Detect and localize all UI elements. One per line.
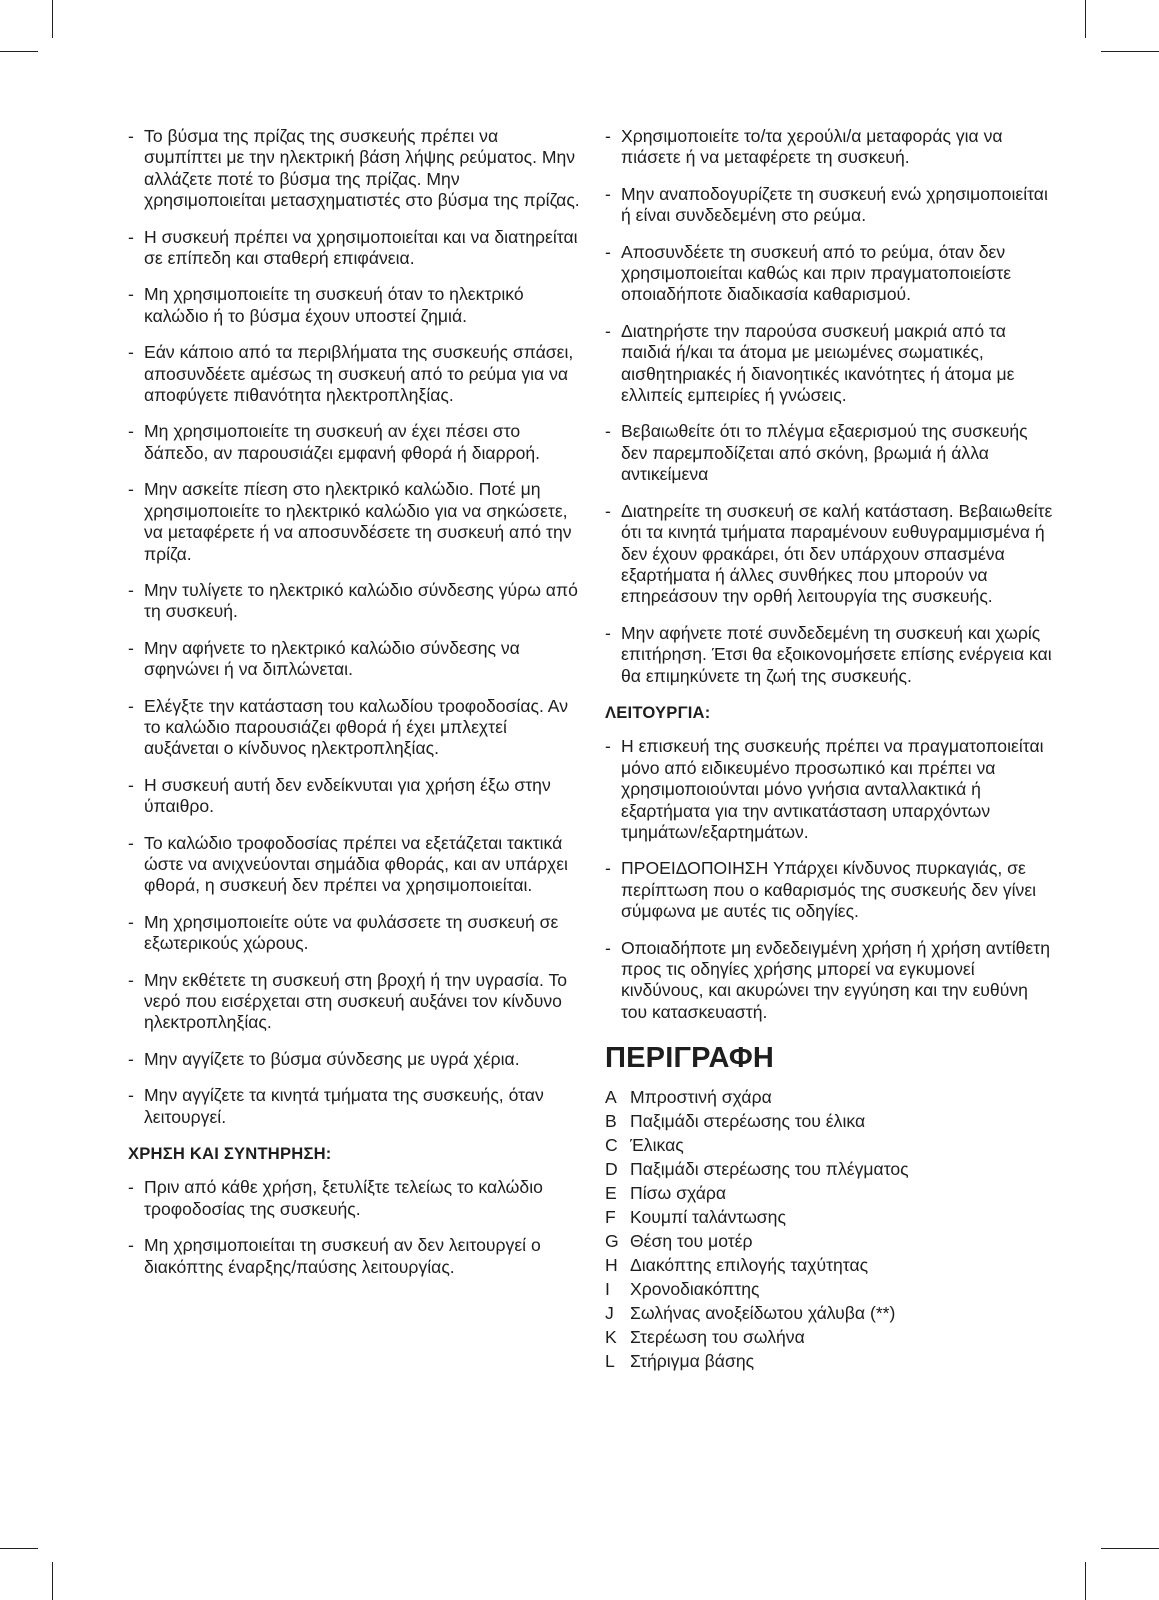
part-item <box>605 1277 1055 1301</box>
part-name: Πίσω σχάρα <box>630 1183 727 1204</box>
bullet-item: - Μην αναποδογυρίζετε τη συσκευή ενώ χρησιμοποιείται ή είναι συνδεδεμένη στο ρεύμα. <box>605 184 1055 227</box>
crop-mark <box>0 1548 38 1549</box>
bullet-item: - Το βύσμα της πρίζας της συσκευής πρέπει να συμπίπτει με την ηλεκτρική βάση λήψης ρεύματος. Μην αλλάζετε ποτέ το βύσμα της πρίζας. Μην χρησιμοποιείται μετασχηματιστές στο βύσμα της πρίζας. <box>128 126 580 212</box>
part-item <box>605 1109 1055 1133</box>
part-item <box>605 1205 1055 1229</box>
part-name: Στερέωση του σωλήνα <box>630 1327 805 1348</box>
crop-mark <box>1085 0 1086 38</box>
part-name: Σωλήνας ανοξείδωτου χάλυβα (**) <box>630 1303 896 1324</box>
crop-mark <box>52 0 53 38</box>
part-letter: L <box>605 1351 615 1372</box>
part-letter: H <box>605 1255 618 1276</box>
safety-bullet-list-continued <box>605 126 1055 687</box>
bullet-item: - Η συσκευή αυτή δεν ενδείκνυται για χρήση έξω στην ύπαιθρο. <box>128 775 580 818</box>
crop-mark <box>1101 1548 1159 1549</box>
bullet-item: - Μην αγγίζετε τα κινητά τμήματα της συσκευής, όταν λειτουργεί. <box>128 1085 580 1128</box>
bullet-item: - Μην τυλίγετε το ηλεκτρικό καλώδιο σύνδεσης γύρω από τη συσκευή. <box>128 580 580 623</box>
part-letter: K <box>605 1327 617 1348</box>
part-letter: F <box>605 1207 616 1228</box>
bullet-item: - Μη χρησιμοποιείτε ούτε να φυλάσσετε τη συσκευή σε εξωτερικούς χώρους. <box>128 912 580 955</box>
bullet-item: - Η επισκευή της συσκευής πρέπει να πραγματοποιείται μόνο από ειδικευμένο προσωπικό και πρέπει να χρησιμοποιούνται μόνο γνήσια ανταλλακτικά ή εξαρτήματα για την αντικατάσταση υπαρχόντων τμημάτων/εξαρτημάτων. <box>605 736 1055 843</box>
part-name: Κουμπί ταλάντωσης <box>630 1207 786 1228</box>
crop-mark <box>1101 51 1159 52</box>
bullet-item: - Η συσκευή πρέπει να χρησιμοποιείται και να διατηρείται σε επίπεδη και σταθερή επιφάνεια. <box>128 227 580 270</box>
bullet-item: - Μη χρησιμοποιείται τη συσκευή αν δεν λειτουργεί ο διακόπτης έναρξης/παύσης λειτουργίας. <box>128 1235 580 1278</box>
bullet-item: - Χρησιμοποιείτε το/τα χερούλι/α μεταφοράς για να πιάσετε ή να μεταφέρετε τη συσκευή. <box>605 126 1055 169</box>
bullet-item: - Διατηρείτε τη συσκευή σε καλή κατάσταση. Βεβαιωθείτε ότι τα κινητά τμήματα παραμένουν ευθυγραμμισμένα ή δεν έχουν φρακάρει, ότι δεν υπάρχουν σπασμένα εξαρτήματα ή άλλες συνθήκες που μπορούν να επηρεάσουν την ορθή λειτουργία της συσκευής. <box>605 501 1055 608</box>
bullet-item: - Βεβαιωθείτε ότι το πλέγμα εξαερισμού της συσκευής δεν παρεμποδίζεται από σκόνη, βρωμιά ή άλλα αντικείμενα <box>605 421 1055 485</box>
usage-bullet-list <box>128 1177 580 1278</box>
part-letter: J <box>605 1303 614 1324</box>
bullet-item: - Μη χρησιμοποιείτε τη συσκευή όταν το ηλεκτρικό καλώδιο ή το βύσμα έχουν υποστεί ζημιά. <box>128 284 580 327</box>
part-letter: E <box>605 1183 617 1204</box>
part-letter: G <box>605 1231 619 1252</box>
part-item <box>605 1085 1055 1109</box>
bullet-item: - Μην ασκείτε πίεση στο ηλεκτρικό καλώδιο. Ποτέ μη χρησιμοποιείτε το ηλεκτρικό καλώδιο για να σηκώσετε, να μεταφέρετε ή να αποσυνδέσετε τη συσκευή από την πρίζα. <box>128 479 580 565</box>
part-name: Θέση του μοτέρ <box>630 1231 753 1252</box>
bullet-item: - Αποσυνδέετε τη συσκευή από το ρεύμα, όταν δεν χρησιμοποιείται καθώς και πριν πραγματοποιείστε οποιαδήποτε διαδικασία καθαρισμού. <box>605 242 1055 306</box>
part-name: Στήριγμα βάσης <box>630 1351 755 1372</box>
safety-bullet-list <box>128 126 580 1128</box>
part-item <box>605 1301 1055 1325</box>
bullet-item: - Μην αγγίζετε το βύσμα σύνδεσης με υγρά χέρια. <box>128 1049 580 1070</box>
right-column <box>605 126 1055 1373</box>
part-item <box>605 1229 1055 1253</box>
description-heading: ΠΕΡΙΓΡΑΦΗ <box>605 1042 775 1075</box>
part-item <box>605 1325 1055 1349</box>
usage-maintenance-heading: ΧΡΗΣΗ ΚΑΙ ΣΥΝΤΗΡΗΣΗ: <box>128 1144 332 1164</box>
part-letter: C <box>605 1135 618 1156</box>
part-name: Διακόπτης επιλογής ταχύτητας <box>630 1255 869 1276</box>
left-column <box>128 126 580 1293</box>
crop-mark <box>1085 1562 1086 1600</box>
part-name: Παξιμάδι στερέωσης του πλέγματος <box>630 1159 909 1180</box>
operation-bullet-list <box>605 736 1055 1023</box>
bullet-item: - Μην εκθέτετε τη συσκευή στη βροχή ή την υγρασία. Το νερό που εισέρχεται στη συσκευή αυξάνει τον κίνδυνο ηλεκτροπληξίας. <box>128 970 580 1034</box>
part-letter: A <box>605 1087 617 1108</box>
part-item <box>605 1157 1055 1181</box>
crop-mark <box>52 1562 53 1600</box>
part-item <box>605 1253 1055 1277</box>
bullet-item: - Μην αφήνετε το ηλεκτρικό καλώδιο σύνδεσης να σφηνώνει ή να διπλώνεται. <box>128 638 580 681</box>
part-name: Έλικας <box>630 1135 684 1156</box>
part-item <box>605 1181 1055 1205</box>
part-letter: D <box>605 1159 618 1180</box>
bullet-item: - Ελέγξτε την κατάσταση του καλωδίου τροφοδοσίας. Αν το καλώδιο παρουσιάζει φθορά ή έχει μπλεχτεί αυξάνεται ο κίνδυνος ηλεκτροπληξίας. <box>128 696 580 760</box>
bullet-item: - Πριν από κάθε χρήση, ξετυλίξτε τελείως το καλώδιο τροφοδοσίας της συσκευής. <box>128 1177 580 1220</box>
part-item <box>605 1349 1055 1373</box>
bullet-item: - Εάν κάποιο από τα περιβλήματα της συσκευής σπάσει, αποσυνδέετε αμέσως τη συσκευή από το ρεύμα για να αποφύγετε πιθανότητα ηλεκτροπληξίας. <box>128 342 580 406</box>
bullet-item: - Το καλώδιο τροφοδοσίας πρέπει να εξετάζεται τακτικά ώστε να ανιχνεύονται σημάδια φθοράς, και αν υπάρχει φθορά, η συσκευή δεν πρέπει να χρησιμοποιείται. <box>128 833 580 897</box>
parts-list <box>605 1085 1055 1373</box>
bullet-item: - Οποιαδήποτε μη ενδεδειγμένη χρήση ή χρήση αντίθετη προς τις οδηγίες χρήσης μπορεί να εγκυμονεί κινδύνους, και ακυρώνει την εγγύηση και την ευθύνη του κατασκευαστή. <box>605 938 1055 1024</box>
bullet-item: - ΠΡΟΕΙΔΟΠΟΙΗΣΗ Υπάρχει κίνδυνος πυρκαγιάς, σε περίπτωση που ο καθαρισμός της συσκευής δεν γίνει σύμφωνα με αυτές τις οδηγίες. <box>605 858 1055 922</box>
bullet-item: - Μη χρησιμοποιείτε τη συσκευή αν έχει πέσει στο δάπεδο, αν παρουσιάζει εμφανή φθορά ή διαρροή. <box>128 421 580 464</box>
crop-mark <box>0 51 38 52</box>
part-letter: B <box>605 1111 617 1132</box>
part-name: Χρονοδιακόπτης <box>630 1279 760 1300</box>
part-name: Μπροστινή σχάρα <box>630 1087 772 1108</box>
bullet-item: - Διατηρήστε την παρούσα συσκευή μακριά από τα παιδιά ή/και τα άτομα με μειωμένες σωματικές, αισθητηριακές ή διανοητικές ικανότητες ή άτομα με ελλιπείς εμπειρίες ή γνώσεις. <box>605 321 1055 407</box>
part-name: Παξιμάδι στερέωσης του έλικα <box>630 1111 866 1132</box>
bullet-item: - Μην αφήνετε ποτέ συνδεδεμένη τη συσκευή και χωρίς επιτήρηση. Έτσι θα εξοικονομήσετε επίσης ενέργεια και θα επιμηκύνετε τη ζωή της συσκευής. <box>605 623 1055 687</box>
part-letter: I <box>605 1279 610 1300</box>
operation-heading: ΛΕΙΤΟΥΡΓΙΑ: <box>605 702 711 722</box>
part-item <box>605 1133 1055 1157</box>
